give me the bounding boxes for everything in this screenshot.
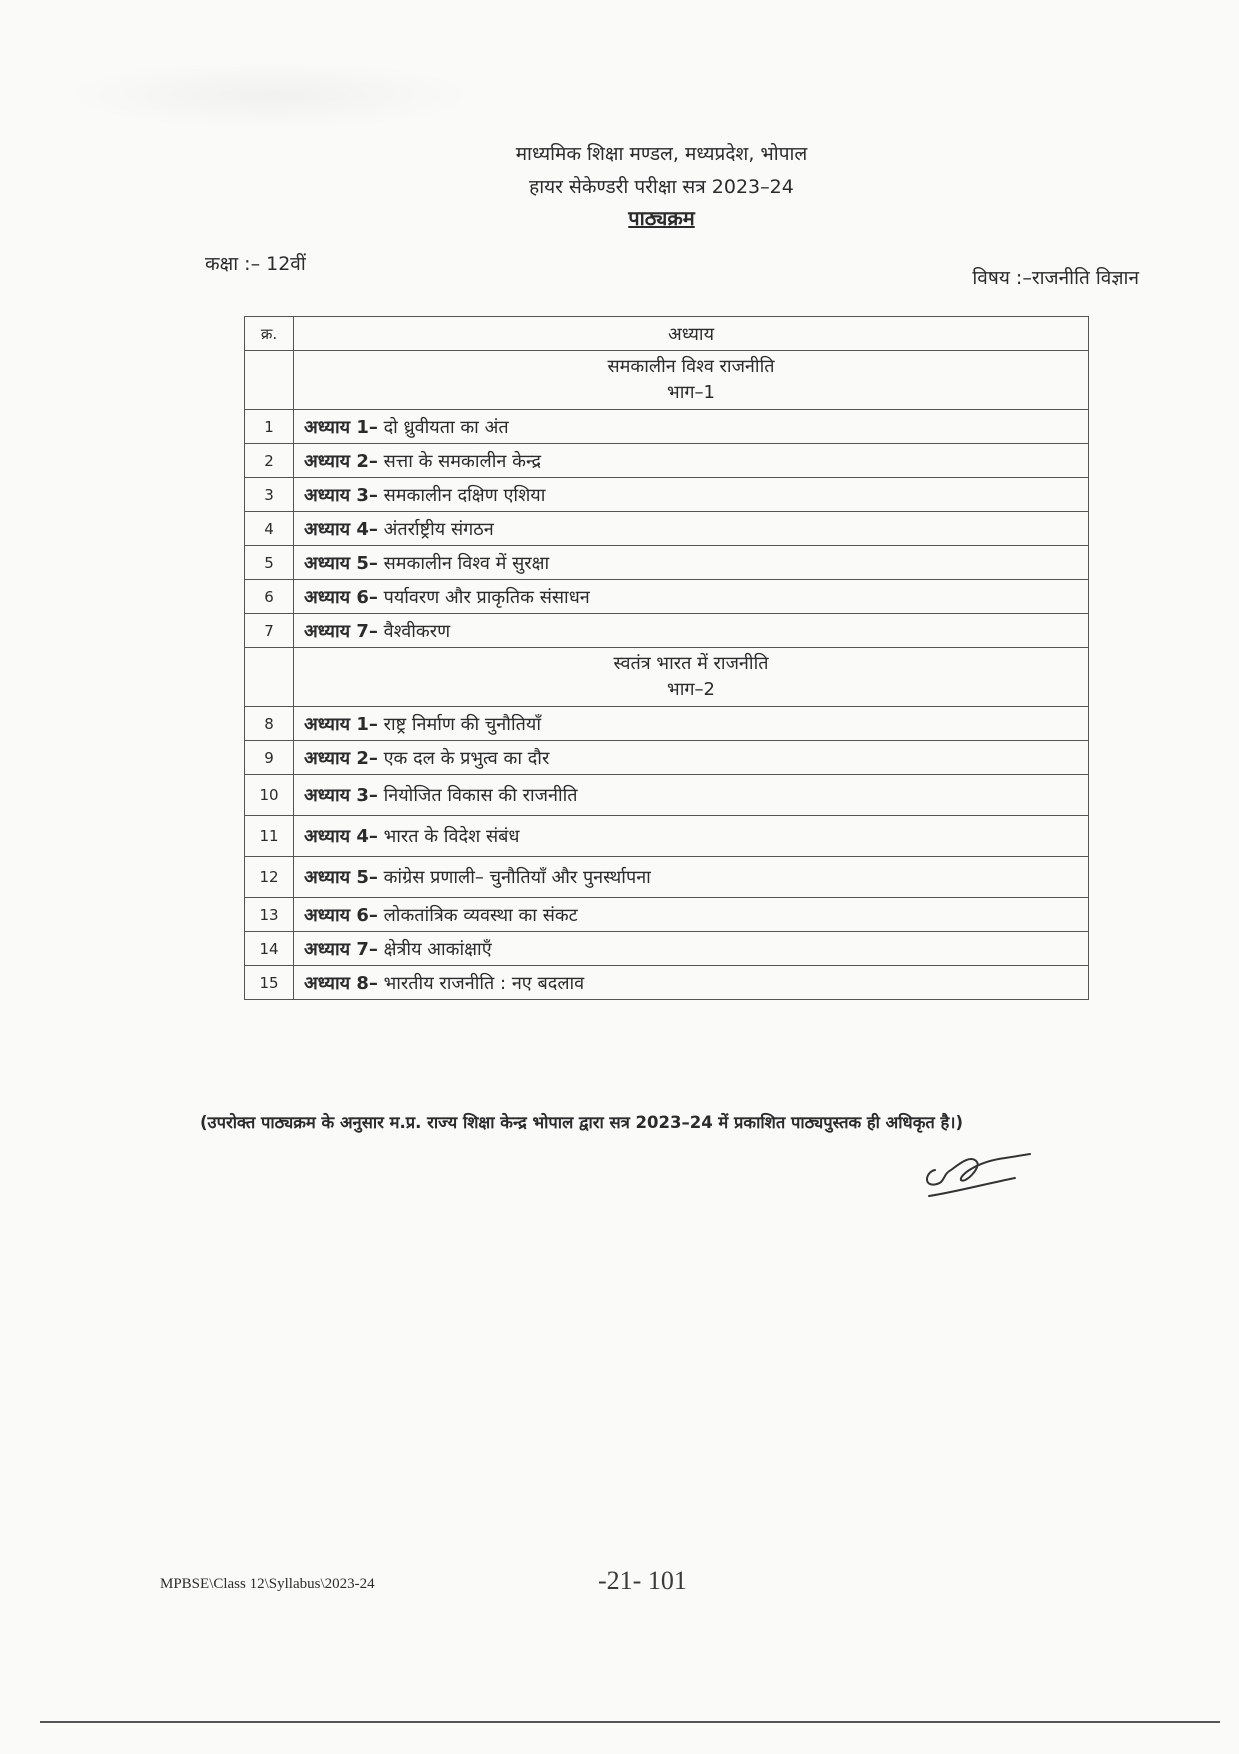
- class-label: कक्षा :– 12वीं: [205, 253, 306, 275]
- part2-title: स्वतंत्र भारत में राजनीति: [613, 653, 769, 674]
- table-row: 1 अध्याय 1– दो ध्रुवीयता का अंत: [245, 410, 1089, 444]
- table-row: 10 अध्याय 3– नियोजित विकास की राजनीति: [245, 775, 1089, 816]
- header-serial: क्र.: [245, 317, 294, 351]
- table-row: 4 अध्याय 4– अंतर्राष्ट्रीय संगठन: [245, 512, 1089, 546]
- footnote: (उपरोक्त पाठ्यक्रम के अनुसार म.प्र. राज्य शिक्षा केन्द्र भोपाल द्वारा सत्र 2023–24 में प्रकाशित पाठ्यपुस्तक ही अधिकृत है।): [200, 1113, 964, 1132]
- table-row: 11 अध्याय 4– भारत के विदेश संबंध: [245, 816, 1089, 857]
- syllabus-table: [244, 316, 1089, 1000]
- header-chapter: अध्याय: [294, 317, 1089, 351]
- part1-label: भाग–1: [667, 382, 715, 403]
- table-row: 9 अध्याय 2– एक दल के प्रभुत्व का दौर: [245, 741, 1089, 775]
- page-number: -21- 101: [598, 1566, 687, 1595]
- subject-label: विषय :–राजनीति विज्ञान: [972, 267, 1139, 289]
- table-row: 15 अध्याय 8– भारतीय राजनीति : नए बदलाव: [245, 966, 1089, 1000]
- table-row: 7 अध्याय 7– वैश्वीकरण: [245, 614, 1089, 648]
- table-row: 2 अध्याय 2– सत्ता के समकालीन केन्द्र: [245, 444, 1089, 478]
- table-row: 5 अध्याय 5– समकालीन विश्व में सुरक्षा: [245, 546, 1089, 580]
- document-title: [42, 204, 1239, 231]
- table-row: 6 अध्याय 6– पर्यावरण और प्राकृतिक संसाधन: [245, 580, 1089, 614]
- part2-heading-row: [245, 648, 1089, 707]
- table-row: 12 अध्याय 5– कांग्रेस प्रणाली– चुनौतियाँ और पुनर्स्थापना: [245, 857, 1089, 898]
- table-header-row: [245, 317, 1089, 351]
- bottom-divider: [40, 1721, 1220, 1723]
- board-name: माध्यमिक शिक्षा मण्डल, मध्यप्रदेश, भोपाल: [515, 143, 808, 165]
- title-text: पाठ्यक्रम: [628, 206, 695, 230]
- table-row: 3 अध्याय 3– समकालीन दक्षिण एशिया: [245, 478, 1089, 512]
- part2-label: भाग–2: [667, 679, 715, 700]
- part1-title: समकालीन विश्व राजनीति: [607, 356, 775, 377]
- table-row: 8 अध्याय 1– राष्ट्र निर्माण की चुनौतियाँ: [245, 707, 1089, 741]
- table-row: 13 अध्याय 6– लोकतांत्रिक व्यवस्था का संकट: [245, 898, 1089, 932]
- table-row: 14 अध्याय 7– क्षेत्रीय आकांक्षाएँ: [245, 932, 1089, 966]
- file-path: MPBSE\Class 12\Syllabus\2023-24: [160, 1576, 375, 1592]
- exam-session: हायर सेकेण्डरी परीक्षा सत्र 2023–24: [529, 176, 794, 198]
- part1-heading-row: [245, 351, 1089, 410]
- signature-mark: [915, 1140, 1045, 1210]
- scan-smudge: [60, 60, 480, 130]
